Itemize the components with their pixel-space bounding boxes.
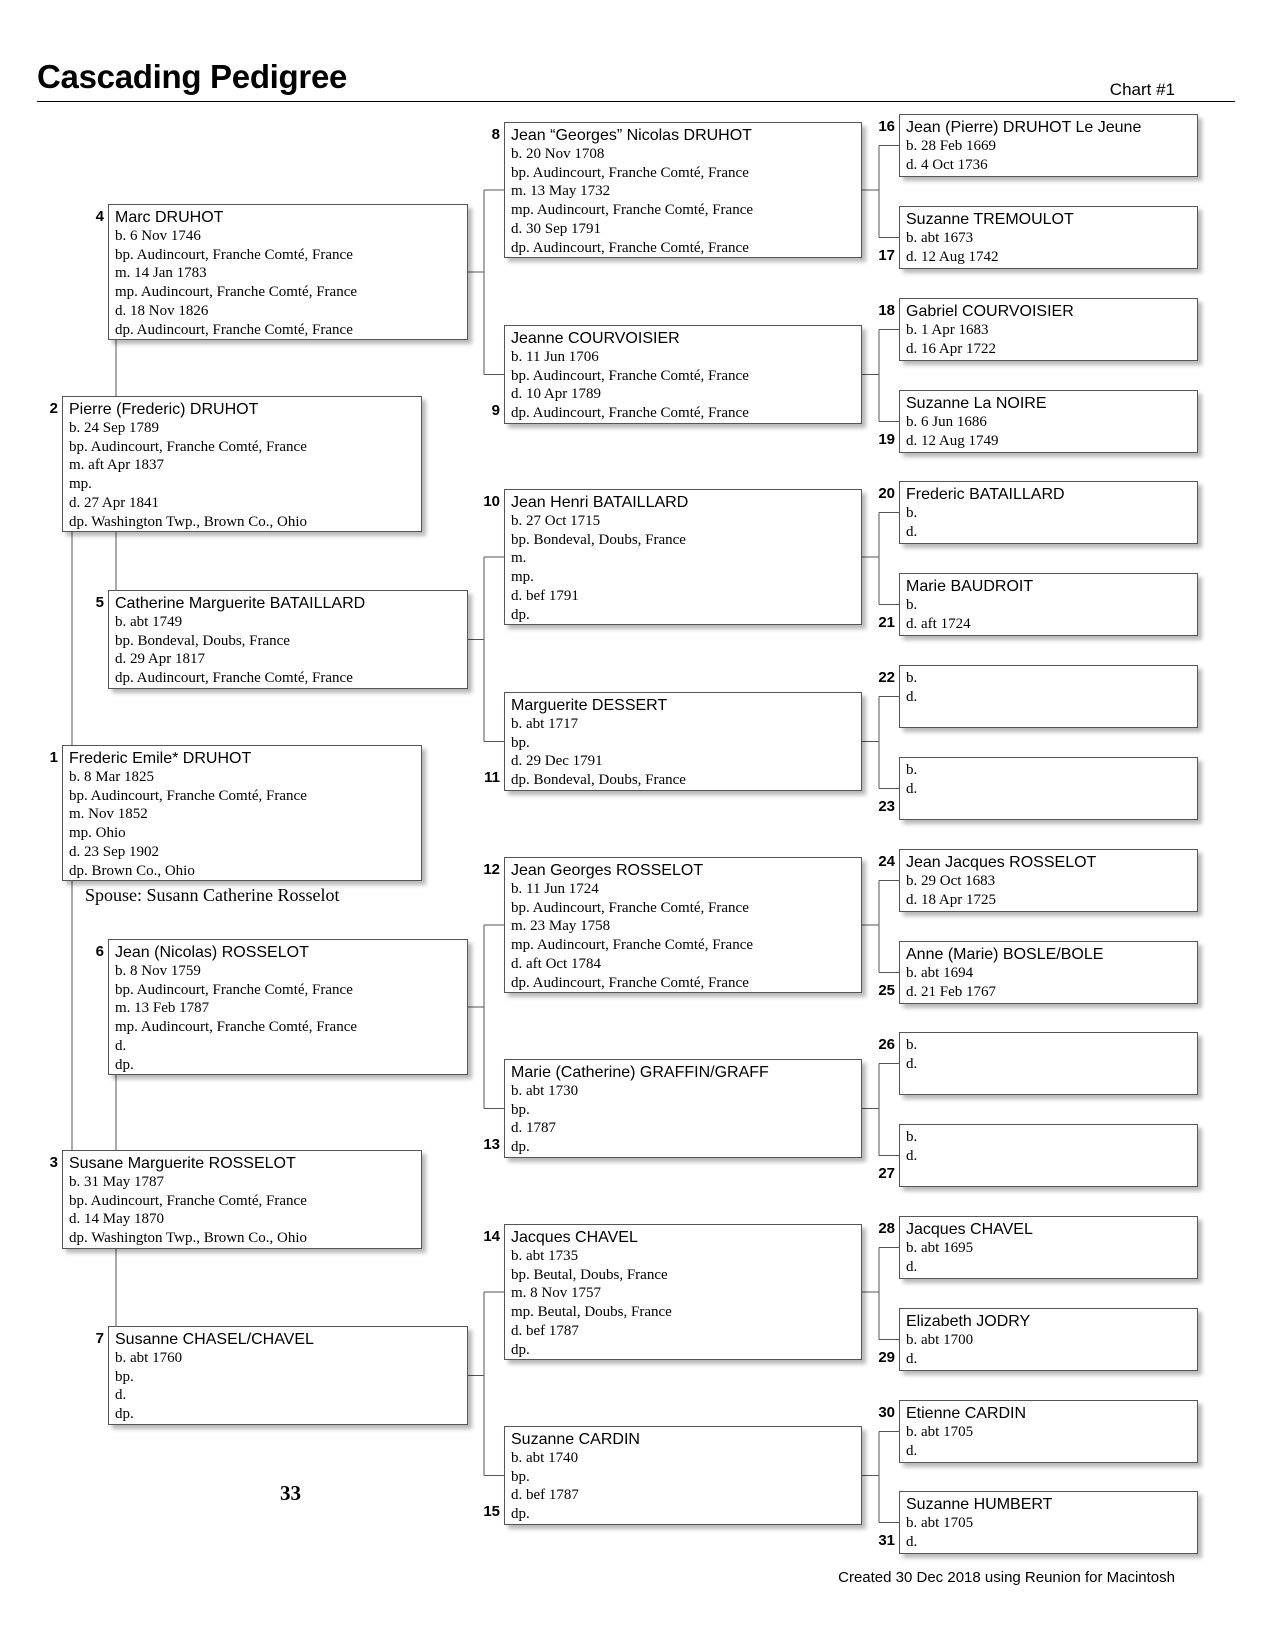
person-fact: d. (906, 780, 918, 797)
person-name: Jacques CHAVEL (906, 1221, 1033, 1238)
person-fact: b. abt 1730 (511, 1083, 579, 1099)
person-fact: bp. Audincourt, Franche Comté, France (511, 899, 749, 916)
ahnentafel-number: 16 (878, 118, 895, 135)
person-fact: b. 11 Jun 1706 (511, 349, 599, 365)
person-fact: d. 27 Apr 1841 (69, 494, 159, 511)
person-box (899, 573, 1198, 636)
person-fact: dp. Audincourt, Franche Comté, France (115, 670, 353, 687)
person-fact: bp. (511, 1101, 530, 1118)
person-fact: m. 8 Nov 1757 (511, 1285, 601, 1302)
person-fact: d. 12 Aug 1742 (906, 248, 999, 265)
ahnentafel-number: 8 (491, 126, 500, 143)
ahnentafel-number: 17 (878, 247, 895, 264)
person-fact: b. abt 1695 (906, 1240, 974, 1256)
person-fact: b. abt 1705 (906, 1424, 974, 1440)
person-name: Suzanne La NOIRE (906, 395, 1047, 412)
person-fact: d. 14 May 1870 (69, 1211, 164, 1228)
person-fact: d. (115, 1387, 127, 1404)
person-fact: b. 28 Feb 1669 (906, 138, 996, 154)
person-fact: b. (906, 670, 918, 686)
person-box (108, 939, 468, 1075)
chart-number: Chart #1 (1109, 80, 1175, 99)
person-name: Marie (Catherine) GRAFFIN/GRAFF (511, 1064, 769, 1081)
person-fact: b. abt 1694 (906, 965, 974, 981)
ahnentafel-number: 10 (483, 493, 500, 510)
ahnentafel-number: 29 (878, 1349, 895, 1366)
person-box (899, 390, 1198, 453)
person-box (899, 1216, 1198, 1279)
ahnentafel-number: 12 (483, 861, 500, 878)
person-fact: bp. (511, 1468, 530, 1485)
person-fact: d. aft 1724 (906, 615, 971, 632)
person-fact: d. (906, 1350, 918, 1367)
person-fact: b. 6 Nov 1746 (115, 228, 201, 244)
person-fact: bp. Bondeval, Doubs, France (511, 531, 686, 548)
person-fact: dp. (511, 1506, 530, 1523)
person-fact: mp. (511, 569, 534, 586)
person-fact: d. 1787 (511, 1120, 556, 1137)
person-fact: d. 29 Apr 1817 (115, 651, 205, 668)
person-fact: dp. (511, 1139, 530, 1156)
ahnentafel-number: 9 (491, 402, 500, 419)
person-box (899, 1308, 1198, 1371)
person-box (504, 325, 862, 424)
person-fact: bp. Audincourt, Franche Comté, France (511, 367, 749, 384)
ahnentafel-number: 31 (878, 1532, 895, 1549)
person-fact: bp. Beutal, Doubs, France (511, 1266, 668, 1283)
person-fact: d. 30 Sep 1791 (511, 220, 601, 237)
person-box (899, 481, 1198, 544)
person-fact: b. abt 1749 (115, 614, 183, 630)
person-fact: d. (906, 1147, 918, 1164)
person-fact: d. 4 Oct 1736 (906, 156, 988, 173)
person-fact: m. 23 May 1758 (511, 918, 611, 935)
person-box (504, 1426, 862, 1525)
person-name: Jean Henri BATAILLARD (511, 494, 689, 511)
person-fact: m. Nov 1852 (69, 806, 148, 823)
person-fact: dp. Washington Twp., Brown Co., Ohio (69, 513, 308, 530)
ahnentafel-number: 3 (49, 1154, 58, 1171)
person-fact: mp. Audincourt, Franche Comté, France (115, 1019, 358, 1036)
person-fact: dp. Audincourt, Franche Comté, France (511, 405, 749, 422)
person-box (62, 396, 422, 532)
person-name: Jacques CHAVEL (511, 1229, 638, 1246)
person-fact: b. 11 Jun 1724 (511, 881, 599, 897)
ahnentafel-number: 1 (49, 749, 58, 766)
person-name: Susanne CHASEL/CHAVEL (115, 1331, 314, 1348)
person-fact: b. 31 May 1787 (69, 1174, 164, 1190)
person-fact: d. aft Oct 1784 (511, 955, 601, 972)
person-fact: bp. Audincourt, Franche Comté, France (115, 246, 353, 263)
person-box (899, 1491, 1198, 1554)
person-fact: bp. (511, 734, 530, 751)
person-fact: dp. (115, 1406, 134, 1423)
person-fact: d. (115, 1037, 127, 1054)
ahnentafel-number: 19 (878, 431, 895, 448)
person-fact: d. 10 Apr 1789 (511, 386, 601, 403)
person-fact: dp. (115, 1056, 134, 1073)
person-fact: mp. Audincourt, Franche Comté, France (511, 937, 754, 954)
person-name: Catherine Marguerite BATAILLARD (115, 595, 366, 612)
person-fact: d. bef 1787 (511, 1487, 579, 1504)
spouse-note: Spouse: Susann Catherine Rosselot (85, 885, 340, 905)
ahnentafel-number: 15 (483, 1503, 500, 1520)
person-name: Susane Marguerite ROSSELOT (69, 1155, 296, 1172)
person-fact: bp. Audincourt, Franche Comté, France (69, 1192, 307, 1209)
person-fact: m. 13 May 1732 (511, 183, 611, 200)
person-box (899, 298, 1198, 361)
person-name: Gabriel COURVOISIER (906, 303, 1074, 320)
ahnentafel-number: 26 (878, 1036, 895, 1053)
footer-credit: Created 30 Dec 2018 using Reunion for Macintosh (838, 1569, 1175, 1586)
person-box (108, 1326, 468, 1425)
person-fact: bp. Audincourt, Franche Comté, France (115, 981, 353, 998)
person-fact: d. (906, 523, 918, 540)
person-fact: d. 23 Sep 1902 (69, 843, 159, 860)
person-name: Suzanne HUMBERT (906, 1496, 1053, 1513)
person-name: Etienne CARDIN (906, 1405, 1027, 1422)
person-fact: bp. (115, 1368, 134, 1385)
person-fact: dp. (511, 606, 530, 623)
person-name: Anne (Marie) BOSLE/BOLE (906, 946, 1104, 963)
person-fact: mp. Audincourt, Franche Comté, France (511, 202, 754, 219)
person-fact: d. 21 Feb 1767 (906, 983, 996, 1000)
person-box (108, 590, 468, 689)
person-box (899, 665, 1198, 728)
person-fact: b. (906, 1129, 918, 1145)
person-box (899, 849, 1198, 912)
person-name: Suzanne TREMOULOT (906, 211, 1074, 228)
person-box (504, 692, 862, 791)
person-name: Jeanne COURVOISIER (511, 330, 680, 347)
person-fact: b. 6 Jun 1686 (906, 414, 987, 430)
person-name: Suzanne CARDIN (511, 1431, 640, 1448)
person-fact: m. 13 Feb 1787 (115, 1000, 210, 1017)
person-fact: m. 14 Jan 1783 (115, 265, 207, 282)
person-fact: dp. Bondeval, Doubs, France (511, 772, 686, 789)
person-fact: b. 24 Sep 1789 (69, 420, 159, 436)
person-fact: mp. Audincourt, Franche Comté, France (115, 284, 358, 301)
person-fact: dp. Audincourt, Franche Comté, France (115, 321, 353, 338)
ahnentafel-number: 30 (878, 1404, 895, 1421)
ahnentafel-number: 2 (49, 400, 58, 417)
person-fact: b. (906, 1037, 918, 1053)
person-fact: d. (906, 1533, 918, 1550)
person-fact: bp. Audincourt, Franche Comté, France (69, 787, 307, 804)
person-fact: dp. Audincourt, Franche Comté, France (511, 974, 749, 991)
person-name: Marie BAUDROIT (906, 578, 1034, 595)
person-fact: mp. (69, 476, 92, 493)
person-fact: d. (906, 1442, 918, 1459)
person-box (899, 941, 1198, 1004)
ahnentafel-number: 27 (878, 1165, 895, 1182)
person-fact: m. aft Apr 1837 (69, 457, 164, 474)
person-fact: b. (906, 597, 918, 613)
ahnentafel-number: 22 (878, 669, 895, 686)
person-fact: dp. Washington Twp., Brown Co., Ohio (69, 1230, 308, 1247)
person-fact: d. (906, 1258, 918, 1275)
person-fact: b. 1 Apr 1683 (906, 322, 989, 338)
person-box (899, 206, 1198, 269)
person-box (108, 204, 468, 340)
person-name: Marc DRUHOT (115, 209, 224, 226)
person-fact: b. 8 Mar 1825 (69, 769, 154, 785)
person-name: Marguerite DESSERT (511, 697, 668, 714)
person-fact: b. abt 1740 (511, 1450, 579, 1466)
person-box (504, 122, 862, 258)
person-box (62, 745, 422, 881)
person-fact: d. 18 Nov 1826 (115, 302, 209, 319)
person-fact: mp. Ohio (69, 825, 126, 842)
person-box (504, 857, 862, 993)
person-name: Jean (Pierre) DRUHOT Le Jeune (906, 119, 1142, 136)
ahnentafel-number: 4 (95, 208, 104, 225)
ahnentafel-number: 21 (878, 614, 895, 631)
ahnentafel-number: 7 (95, 1330, 104, 1347)
person-box (899, 114, 1198, 177)
person-fact: b. abt 1705 (906, 1515, 974, 1531)
person-fact: m. (511, 550, 527, 567)
person-fact: d. 18 Apr 1725 (906, 891, 996, 908)
person-name: Jean (Nicolas) ROSSELOT (115, 944, 309, 961)
ahnentafel-number: 13 (483, 1136, 500, 1153)
person-fact: bp. Bondeval, Doubs, France (115, 632, 290, 649)
person-fact: b. abt 1673 (906, 230, 974, 246)
person-name: Jean “Georges” Nicolas DRUHOT (511, 127, 752, 144)
person-box (62, 1150, 422, 1249)
person-box (504, 489, 862, 625)
person-fact: b. abt 1735 (511, 1248, 579, 1264)
ahnentafel-number: 25 (878, 982, 895, 999)
person-name: Jean Georges ROSSELOT (511, 862, 704, 879)
ahnentafel-number: 11 (484, 769, 500, 786)
person-fact: dp. (511, 1341, 530, 1358)
person-fact: b. (906, 505, 918, 521)
person-box (899, 1124, 1198, 1187)
person-name: Elizabeth JODRY (906, 1313, 1031, 1330)
chart-title: Cascading Pedigree (37, 58, 348, 95)
person-fact: d. bef 1787 (511, 1322, 579, 1339)
person-fact: d. (906, 1055, 918, 1072)
person-fact: dp. Audincourt, Franche Comté, France (511, 239, 749, 256)
person-fact: d. 12 Aug 1749 (906, 432, 999, 449)
ahnentafel-number: 20 (878, 485, 895, 502)
ahnentafel-number: 5 (95, 594, 104, 611)
person-fact: b. abt 1760 (115, 1350, 183, 1366)
person-fact: b. abt 1700 (906, 1332, 974, 1348)
person-fact: b. 8 Nov 1759 (115, 963, 201, 979)
person-fact: bp. Audincourt, Franche Comté, France (69, 438, 307, 455)
person-fact: dp. Brown Co., Ohio (69, 862, 195, 879)
page-number: 33 (280, 1481, 301, 1505)
ahnentafel-number: 23 (878, 798, 895, 815)
person-box (504, 1224, 862, 1360)
person-fact: d. 29 Dec 1791 (511, 753, 603, 770)
ahnentafel-number: 24 (878, 853, 895, 870)
person-fact: d. bef 1791 (511, 587, 579, 604)
ahnentafel-number: 6 (95, 943, 104, 960)
person-fact: b. abt 1717 (511, 716, 579, 732)
ahnentafel-number: 14 (483, 1228, 500, 1245)
person-fact: b. (906, 762, 918, 778)
person-box (504, 1059, 862, 1158)
person-box (899, 1400, 1198, 1463)
person-box (899, 757, 1198, 820)
person-fact: b. 27 Oct 1715 (511, 513, 601, 529)
person-name: Jean Jacques ROSSELOT (906, 854, 1097, 871)
person-fact: b. 20 Nov 1708 (511, 146, 605, 162)
person-name: Frederic BATAILLARD (906, 486, 1065, 503)
person-name: Pierre (Frederic) DRUHOT (69, 401, 259, 418)
person-fact: b. 29 Oct 1683 (906, 873, 996, 889)
ahnentafel-number: 18 (878, 302, 895, 319)
person-box (899, 1032, 1198, 1095)
ahnentafel-number: 28 (878, 1220, 895, 1237)
person-fact: mp. Beutal, Doubs, France (511, 1304, 672, 1321)
person-fact: bp. Audincourt, Franche Comté, France (511, 164, 749, 181)
person-fact: d. (906, 688, 918, 705)
person-fact: d. 16 Apr 1722 (906, 340, 996, 357)
person-name: Frederic Emile* DRUHOT (69, 750, 252, 767)
